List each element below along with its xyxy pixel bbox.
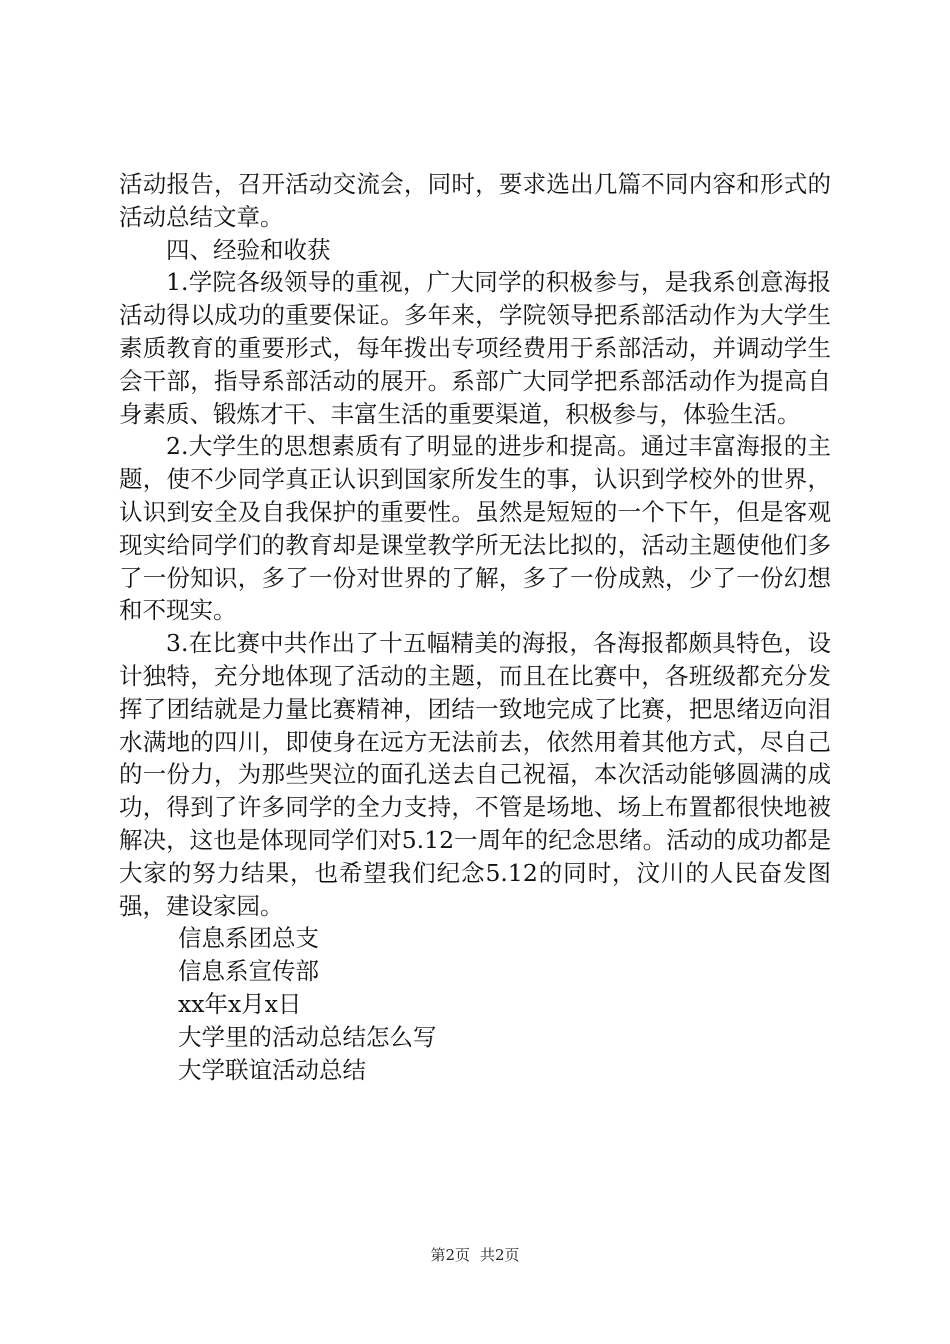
page-number-total: 共2页: [480, 1246, 520, 1264]
paragraph-point-3: 3.在比赛中共作出了十五幅精美的海报，各海报都颇具特色，设计独特，充分地体现了活动的主题，而且在比赛中，各班级都充分发挥了团结就是力量比赛精神，团结一致地完成了比赛，把思绪迈向泪水满地的四川，即使身在远方无法前去，依然用着其他方式，尽自己的一份力，为那些哭泣的面孔送去自己祝福，本次活动能够圆满的成功，得到了许多同学的全力支持，不管是场地、场上布置都很快地被解决，这也是体现同学们对5.12一周年的纪念思绪。活动的成功都是大家的努力结果，也希望我们纪念5.12的同时，汶川的人民奋发图强，建设家园。: [119, 629, 831, 920]
signoff-org-2: 信息系宣传部: [178, 957, 319, 986]
paragraph-point-2: 2.大学生的思想素质有了明显的进步和提高。通过丰富海报的主题，使不少同学真正认识到国家所发生的事，认识到学校外的世界，认识到安全及自我保护的重要性。虽然是短短的一个下午，但是客观现实给同学们的教育却是课堂教学所无法比拟的，活动主题使他们多了一份知识，多了一份对世界的了解，多了一份成熟，少了一份幻想和不现实。: [119, 432, 831, 625]
related-title-2: 大学联谊活动总结: [178, 1055, 366, 1084]
paragraph-continuation: 活动报告，召开活动交流会，同时，要求选出几篇不同内容和形式的活动总结文章。: [119, 170, 831, 231]
paragraph-point-1: 1.学院各级领导的重视，广大同学的积极参与，是我系创意海报活动得以成功的重要保证。多年来，学院领导把系部活动作为大学生素质教育的重要形式，每年拨出专项经费用于系部活动，并调动学生会干部，指导系部活动的展开。系部广大同学把系部活动作为提高自身素质、锻炼才干、丰富生活的重要渠道，积极参与，体验生活。: [119, 268, 831, 428]
section-heading-experience: 四、经验和收获: [166, 235, 331, 264]
document-body: [119, 168, 831, 1086]
related-title-1: 大学里的活动总结怎么写: [178, 1022, 437, 1051]
page-footer: [0, 1245, 950, 1265]
signoff-date: xx年x月x日: [178, 989, 302, 1018]
signoff-org-1: 信息系团总支: [178, 924, 319, 953]
page-number-current: 第2页: [430, 1246, 470, 1264]
